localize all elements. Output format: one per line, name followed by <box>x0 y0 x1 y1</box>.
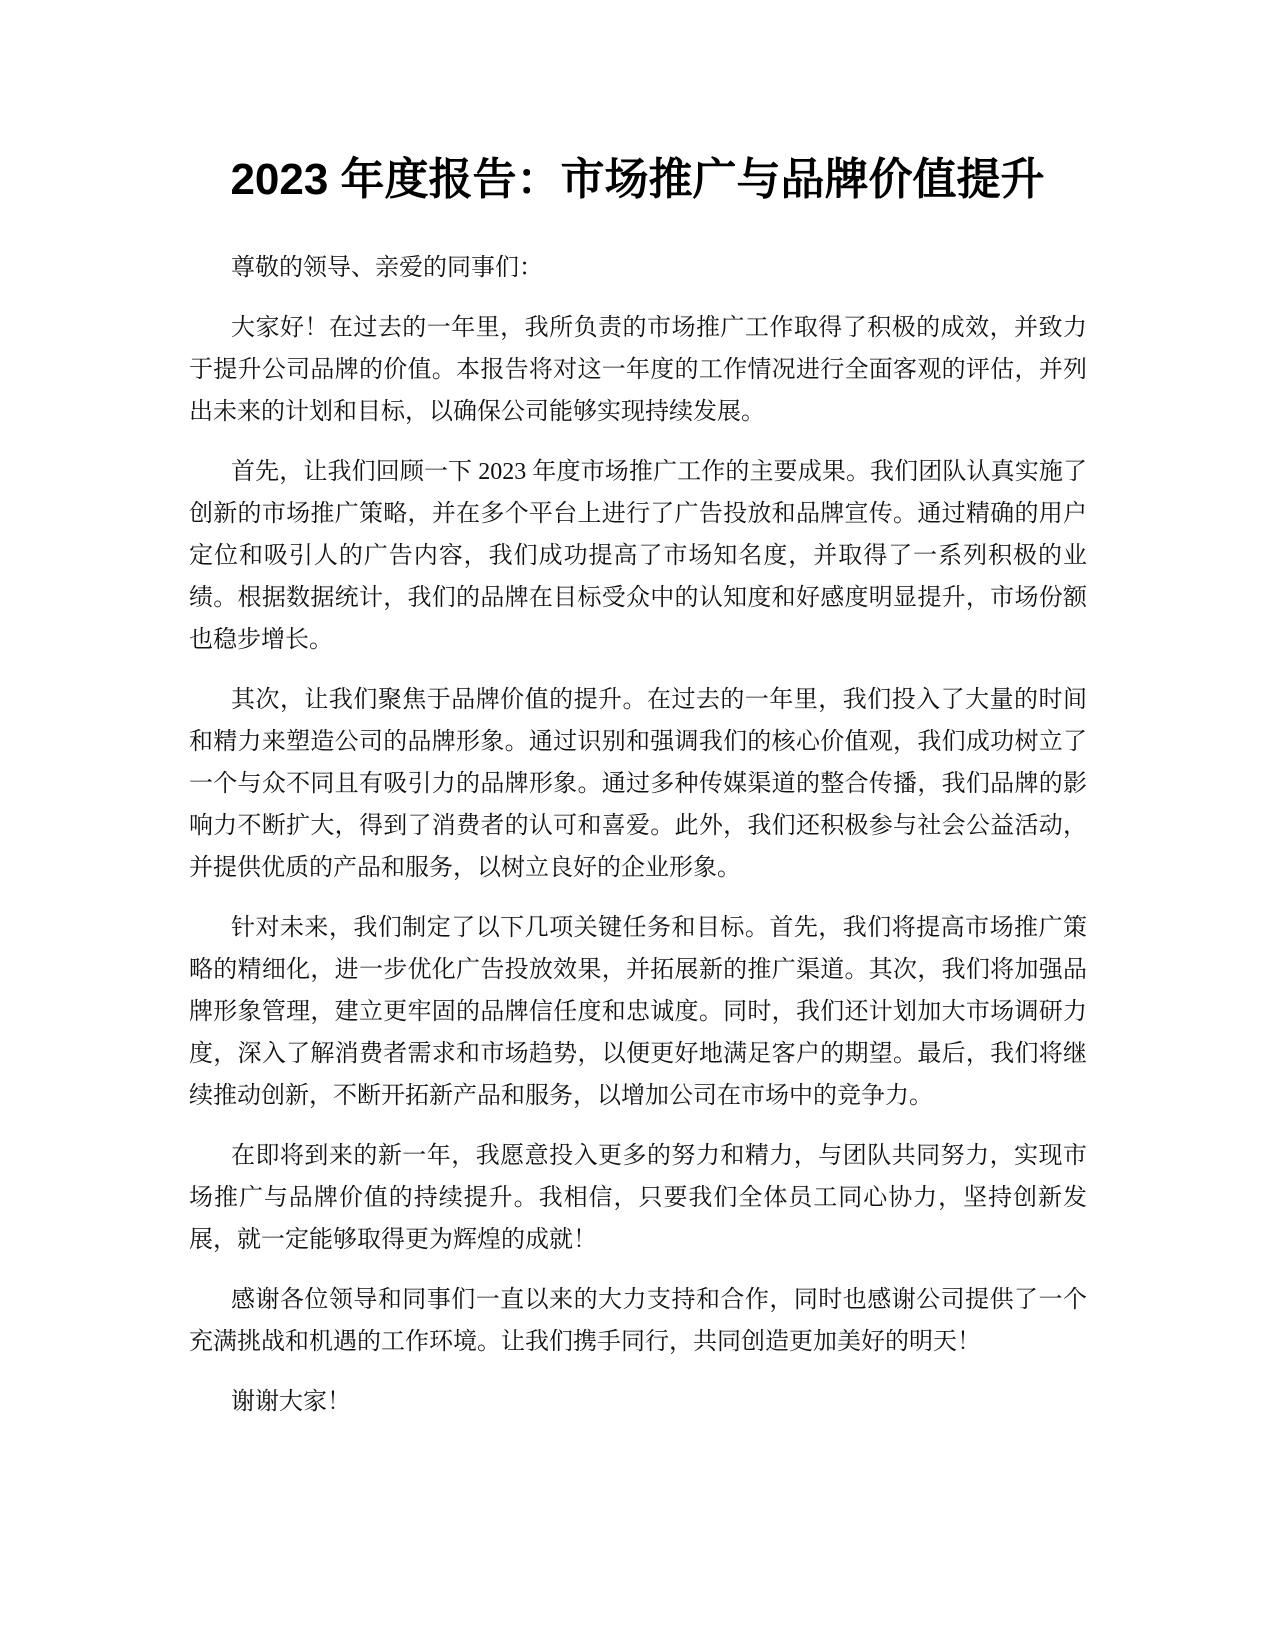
brand-value-paragraph: 其次，让我们聚焦于品牌价值的提升。在过去的一年里，我们投入了大量的时间和精力来塑造公司的品牌形象。通过识别和强调我们的核心价值观，我们成功树立了一个与众不同且有吸引力的品牌形象。通过多种传媒渠道的整合传播，我们品牌的影响力不断扩大，得到了消费者的认可和喜爱。此外，我们还积极参与社会公益活动，并提供优质的产品和服务，以树立良好的企业形象。 <box>189 687 1087 881</box>
intro-paragraph: 大家好！在过去的一年里，我所负责的市场推广工作取得了积极的成效，并致力于提升公司品牌的价值。本报告将对这一年度的工作情况进行全面客观的评估，并列出未来的计划和目标，以确保公司能够实现持续发展。 <box>189 315 1087 425</box>
commitment-paragraph: 在即将到来的新一年，我愿意投入更多的努力和精力，与团队共同努力，实现市场推广与品牌价值的持续提升。我相信，只要我们全体员工同心协力，坚持创新发展，就一定能够取得更为辉煌的成就！ <box>189 1143 1087 1253</box>
closing-paragraph: 谢谢大家！ <box>231 1389 351 1415</box>
document-title: 2023 年度报告：市场推广与品牌价值提升 <box>230 155 1045 204</box>
future-plans-paragraph: 针对未来，我们制定了以下几项关键任务和目标。首先，我们将提高市场推广策略的精细化，进一步优化广告投放效果，并拓展新的推广渠道。其次，我们将加强品牌形象管理，建立更牢固的品牌信任度和忠诚度。同时，我们还计划加大市场调研力度，深入了解消费者需求和市场趋势，以便更好地满足客户的期望。最后，我们将继续推动创新，不断开拓新产品和服务，以增加公司在市场中的竞争力。 <box>189 915 1087 1109</box>
document-body <box>189 247 1087 1441</box>
greeting-paragraph: 尊敬的领导、亲爱的同事们： <box>231 255 543 281</box>
thanks-paragraph: 感谢各位领导和同事们一直以来的大力支持和合作，同时也感谢公司提供了一个充满挑战和机遇的工作环境。让我们携手同行，共同创造更加美好的明天！ <box>189 1287 1087 1355</box>
achievements-paragraph: 首先，让我们回顾一下 2023 年度市场推广工作的主要成果。我们团队认真实施了创新的市场推广策略，并在多个平台上进行了广告投放和品牌宣传。通过精确的用户定位和吸引人的广告内容，我们成功提高了市场知名度，并取得了一系列积极的业绩。根据数据统计，我们的品牌在目标受众中的认知度和好感度明显提升，市场份额也稳步增长。 <box>189 459 1087 653</box>
